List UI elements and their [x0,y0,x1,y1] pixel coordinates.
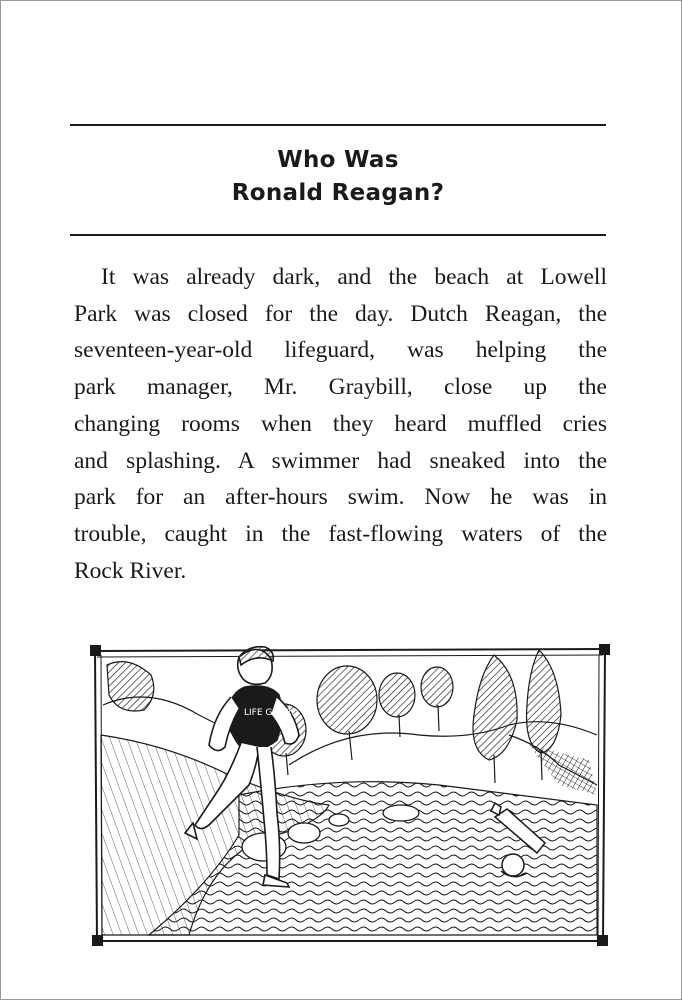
lifeguard-river-illustration [89,635,611,955]
body-paragraph [74,259,607,589]
paragraph-line: Park was closed for the day. Dutch Reagan, the [74,300,607,327]
title-rule-top [70,124,606,126]
title-rule-bottom [70,234,606,236]
chapter-title [70,144,606,210]
paragraph-line: and splashing. A swimmer had sneaked into the [74,447,607,474]
paragraph-line: park for an after-hours swim. Now he was in [74,484,607,511]
paragraph-line: trouble, caught in the fast-flowing waters of the [74,520,607,547]
paragraph-line: Rock River. [74,557,187,584]
paragraph-line: park manager, Mr. Graybill, close up the [74,374,607,401]
chapter-title-line-1: Who Was [277,147,399,173]
paragraph-line: changing rooms when they heard muffled cries [74,410,607,437]
shirt-text: LIFE GUARD [244,708,299,718]
paragraph-line: It was already dark, and the beach at Lowell [101,264,607,290]
paragraph-line: seventeen-year-old lifeguard, was helping the [74,337,607,364]
chapter-title-line-2: Ronald Reagan? [231,180,445,206]
